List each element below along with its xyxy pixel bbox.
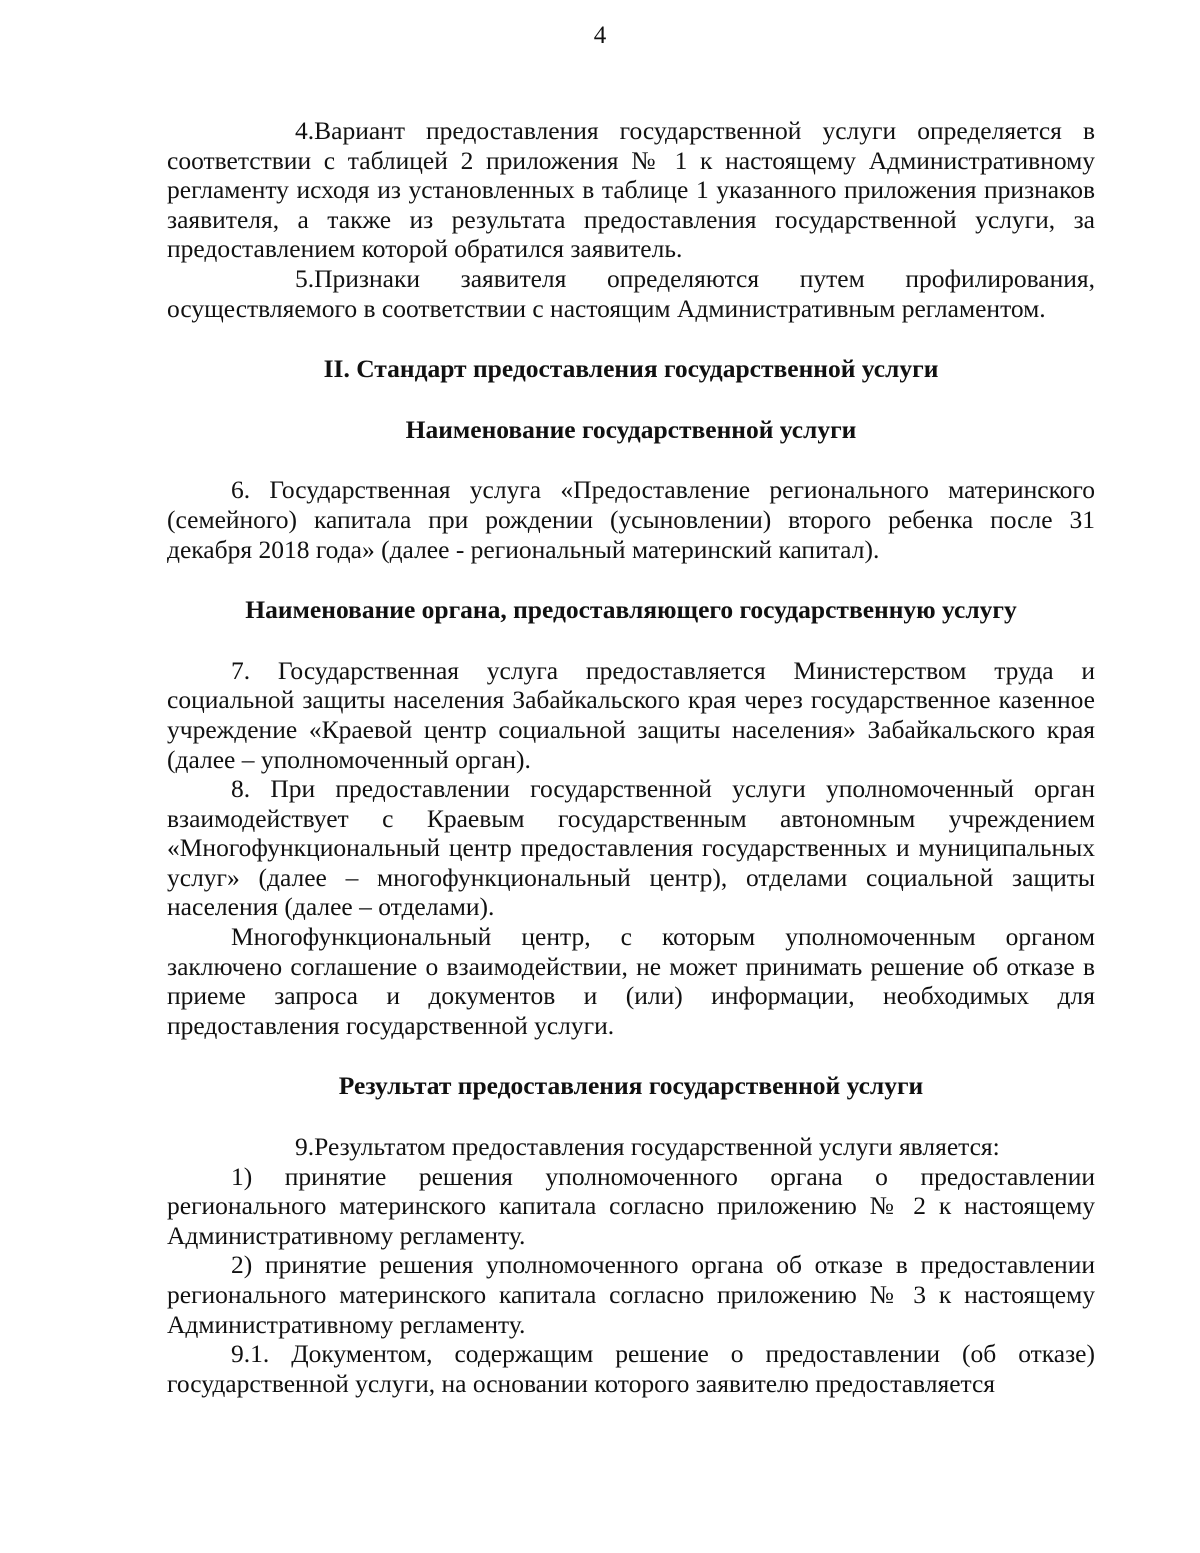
paragraph-4 <box>167 116 1095 264</box>
paragraph-4-text: Вариант предоставления государственной услуги определяется в соответствии с таблицей 2 приложения № 1 к настоящему Административному регламенту исходя из установленных в таблице 1 указанного приложения признаков заявителя, а также из результата предоставления государственной услуги, за предоставлением которой обратился заявитель. <box>167 116 1095 264</box>
heading-service-name: Наименование государственной услуги <box>405 414 857 444</box>
paragraph-5 <box>167 264 1095 323</box>
paragraph-5-text: Признаки заявителя определяются путем профилирования, осуществляемого в соответствии с настоящим Административным регламентом. <box>167 263 1095 323</box>
paragraph-9 <box>167 1132 1095 1162</box>
paragraph-6: 6. Государственная услуга «Предоставление регионального материнского (семейного) капитала при рождении (усыновлении) второго ребенка после 31 декабря 2018 года» (далее - региональный материнский капитал). <box>167 475 1095 564</box>
paragraph-9-text: Результатом предоставления государственной услуги является: <box>314 1132 1000 1162</box>
paragraph-5-number: 5. <box>295 263 315 293</box>
paragraph-7: 7. Государственная услуга предоставляется Министерством труда и социальной защиты населения Забайкальского края через государственное казенное учреждение «Краевой центр социальной защиты населения» Забайкальского края (далее – уполномоченный орган). <box>167 655 1095 774</box>
paragraph-8-continued: Многофункциональный центр, с которым уполномоченным органом заключено соглашение о взаимодействии, не может принимать решение об отказе в приеме запроса и документов и (или) информации, необходимых для предоставления государственной услуги. <box>167 922 1095 1040</box>
page-number: 4 <box>593 22 607 49</box>
heading-providing-organ: Наименование органа, предоставляющего государственную услугу <box>245 595 1017 625</box>
paragraph-9-1: 9.1. Документом, содержащим решение о предоставлении (об отказе) государственной услуги, на основании которого заявителю предоставляется <box>167 1339 1095 1398</box>
heading-service-result: Результат предоставления государственной услуги <box>338 1071 924 1101</box>
paragraph-9-item-2: 2) принятие решения уполномоченного органа об отказе в предоставлении регионального материнского капитала согласно приложению № 3 к настоящему Административному регламенту. <box>167 1250 1095 1339</box>
page-content <box>167 116 1095 1398</box>
paragraph-9-number: 9. <box>295 1132 315 1162</box>
paragraph-8: 8. При предоставлении государственной услуги уполномоченный орган взаимодействует с Краевым государственным автономным учреждением «Многофункциональный центр предоставления государственных и муниципальных услуг» (далее – многофункциональный центр), отделами социальной защиты населения (далее – отделами). <box>167 774 1095 922</box>
paragraph-4-number: 4. <box>295 116 315 145</box>
section-title: II. Стандарт предоставления государственной услуги <box>323 354 939 384</box>
paragraph-9-item-1: 1) принятие решения уполномоченного органа о предоставлении регионального материнского капитала согласно приложению № 2 к настоящему Административному регламенту. <box>167 1161 1095 1250</box>
